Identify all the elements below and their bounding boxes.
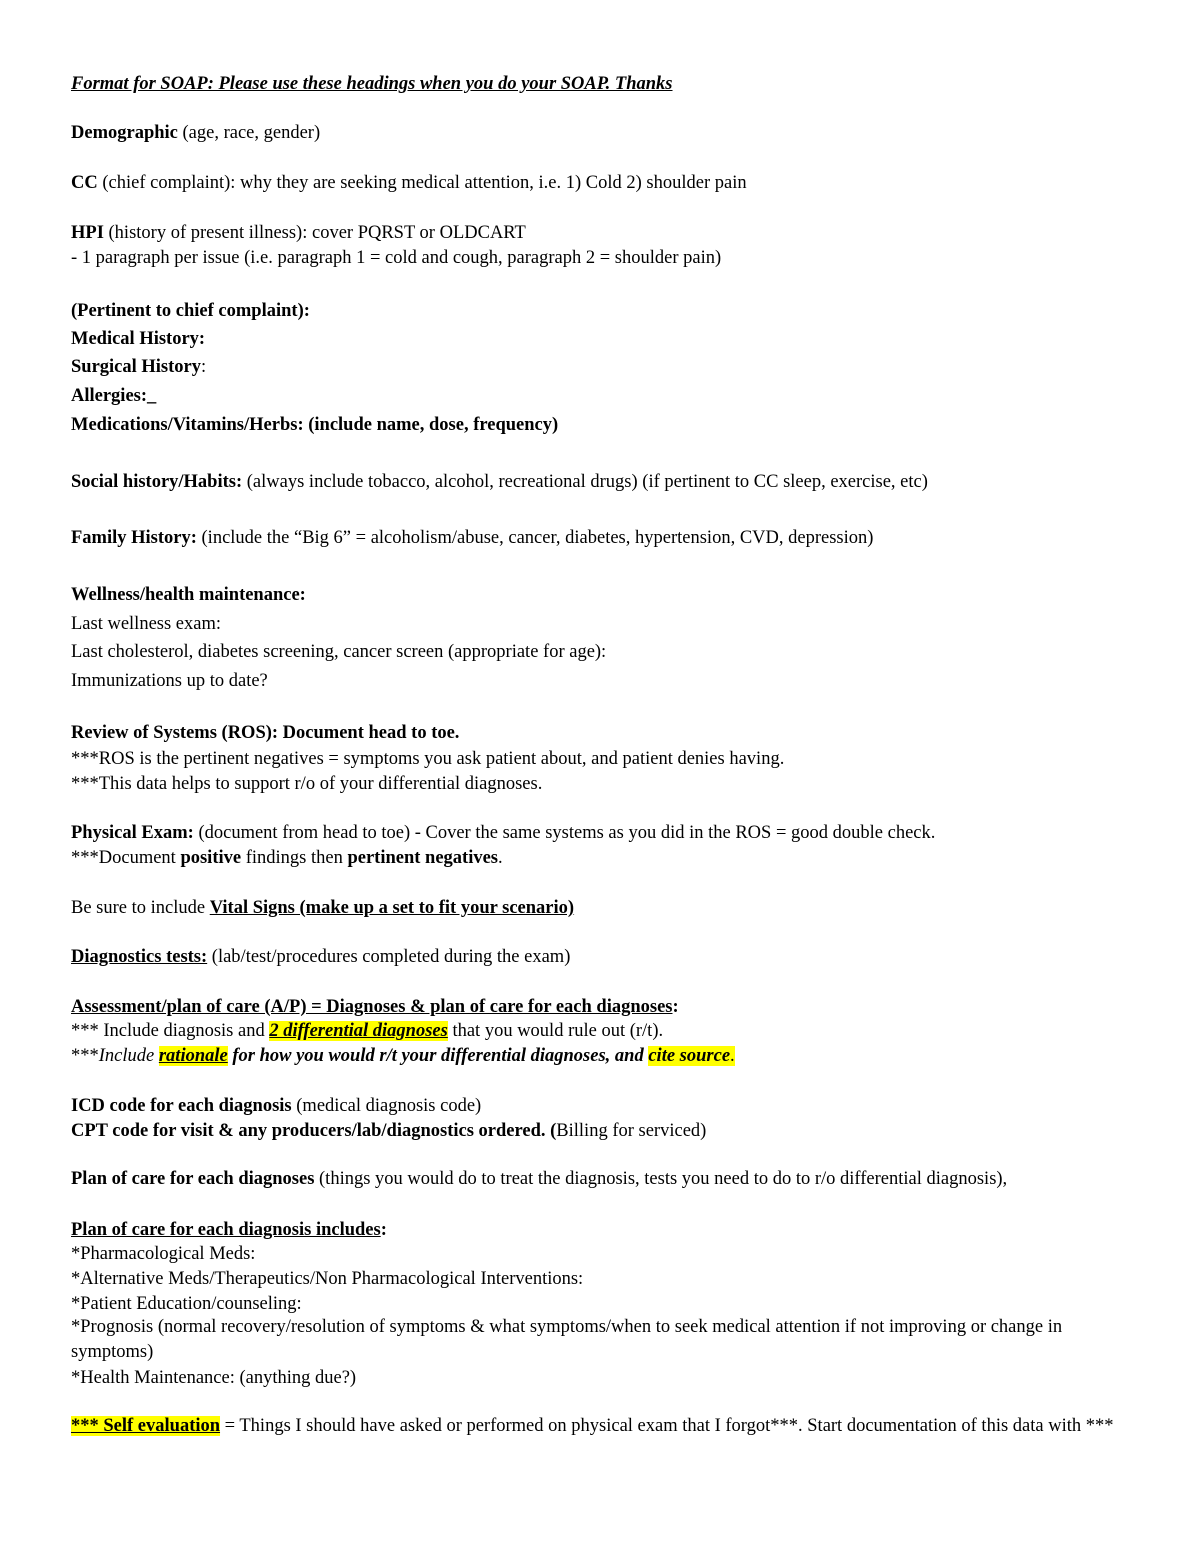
wellness-line-2: Last cholesterol, diabetes screening, cancer screen (appropriate for age): bbox=[71, 642, 607, 662]
plan-paragraph: Plan of care for each diagnoses (things you would do to treat the diagnosis, tests you need to do to r/o differential diagnosis), bbox=[71, 1169, 1008, 1189]
ros-heading: Review of Systems (ROS): Document head to toe. bbox=[71, 723, 460, 743]
self-evaluation-paragraph: *** Self evaluation = Things I should have asked or performed on physical exam that I forgot***. Start documentation of this data with *** bbox=[71, 1416, 1114, 1436]
diagnostics-line: Diagnostics tests: (lab/test/procedures completed during the exam) bbox=[71, 947, 571, 967]
demographic-line: Demographic (age, race, gender) bbox=[71, 123, 321, 143]
icd-line: ICD code for each diagnosis (medical diagnosis code) bbox=[71, 1096, 482, 1116]
ros-line-2: ***This data helps to support r/o of your differential diagnoses. bbox=[71, 774, 543, 794]
ros-line-1: ***ROS is the pertinent negatives = symptoms you ask patient about, and patient denies having. bbox=[71, 749, 785, 769]
vital-signs-line: Be sure to include Vital Signs (make up a set to fit your scenario) bbox=[71, 898, 575, 918]
plan-sub-heading: Plan of care for each diagnosis includes: bbox=[71, 1220, 387, 1240]
pertinent-heading: (Pertinent to chief complaint): bbox=[71, 301, 310, 321]
hpi-line-2: - 1 paragraph per issue (i.e. paragraph 1 = cold and cough, paragraph 2 = shoulder pain) bbox=[71, 248, 722, 268]
assessment-line-2: ***Include rationale for how you would r/t your differential diagnoses, and cite source. bbox=[71, 1046, 735, 1066]
plan-item-pharmacological: *Pharmacological Meds: bbox=[71, 1244, 256, 1264]
physical-exam-line: Physical Exam: (document from head to toe) - Cover the same systems as you did in the ROS = good double check. bbox=[71, 823, 936, 843]
family-history-line: Family History: (include the “Big 6” = alcoholism/abuse, cancer, diabetes, hypertension, CVD, depression) bbox=[71, 528, 874, 548]
wellness-heading: Wellness/health maintenance: bbox=[71, 585, 306, 605]
plan-item-prognosis: *Prognosis (normal recovery/resolution of symptoms & what symptoms/when to seek medical attention if not improving or change in symptoms) bbox=[71, 1317, 1063, 1362]
physical-exam-line-2: ***Document positive findings then pertinent negatives. bbox=[71, 848, 503, 868]
wellness-line-3: Immunizations up to date? bbox=[71, 671, 268, 691]
social-history-line: Social history/Habits: (always include tobacco, alcohol, recreational drugs) (if pertinent to CC sleep, exercise, etc) bbox=[71, 472, 928, 492]
allergies-label: Allergies:_ bbox=[71, 386, 157, 406]
cpt-line: CPT code for visit & any producers/lab/diagnostics ordered. (Billing for serviced) bbox=[71, 1121, 707, 1141]
surgical-history-label: Surgical History: bbox=[71, 357, 207, 377]
wellness-line-1: Last wellness exam: bbox=[71, 614, 222, 634]
assessment-heading: Assessment/plan of care (A/P) = Diagnoses & plan of care for each diagnoses: bbox=[71, 997, 679, 1017]
page-title: Format for SOAP: Please use these headings when you do your SOAP. Thanks bbox=[71, 74, 673, 94]
plan-item-health-maintenance: *Health Maintenance: (anything due?) bbox=[71, 1368, 357, 1388]
assessment-line-1: *** Include diagnosis and 2 differential diagnoses that you would rule out (r/t). bbox=[71, 1021, 664, 1041]
medical-history-label: Medical History: bbox=[71, 329, 206, 349]
medications-label: Medications/Vitamins/Herbs: (include name, dose, frequency) bbox=[71, 415, 559, 435]
plan-item-alternative: *Alternative Meds/Therapeutics/Non Pharmacological Interventions: bbox=[71, 1269, 584, 1289]
plan-item-education: *Patient Education/counseling: bbox=[71, 1294, 302, 1314]
cc-line: CC (chief complaint): why they are seeking medical attention, i.e. 1) Cold 2) shoulder pain bbox=[71, 173, 747, 193]
hpi-line: HPI (history of present illness): cover PQRST or OLDCART bbox=[71, 223, 526, 243]
